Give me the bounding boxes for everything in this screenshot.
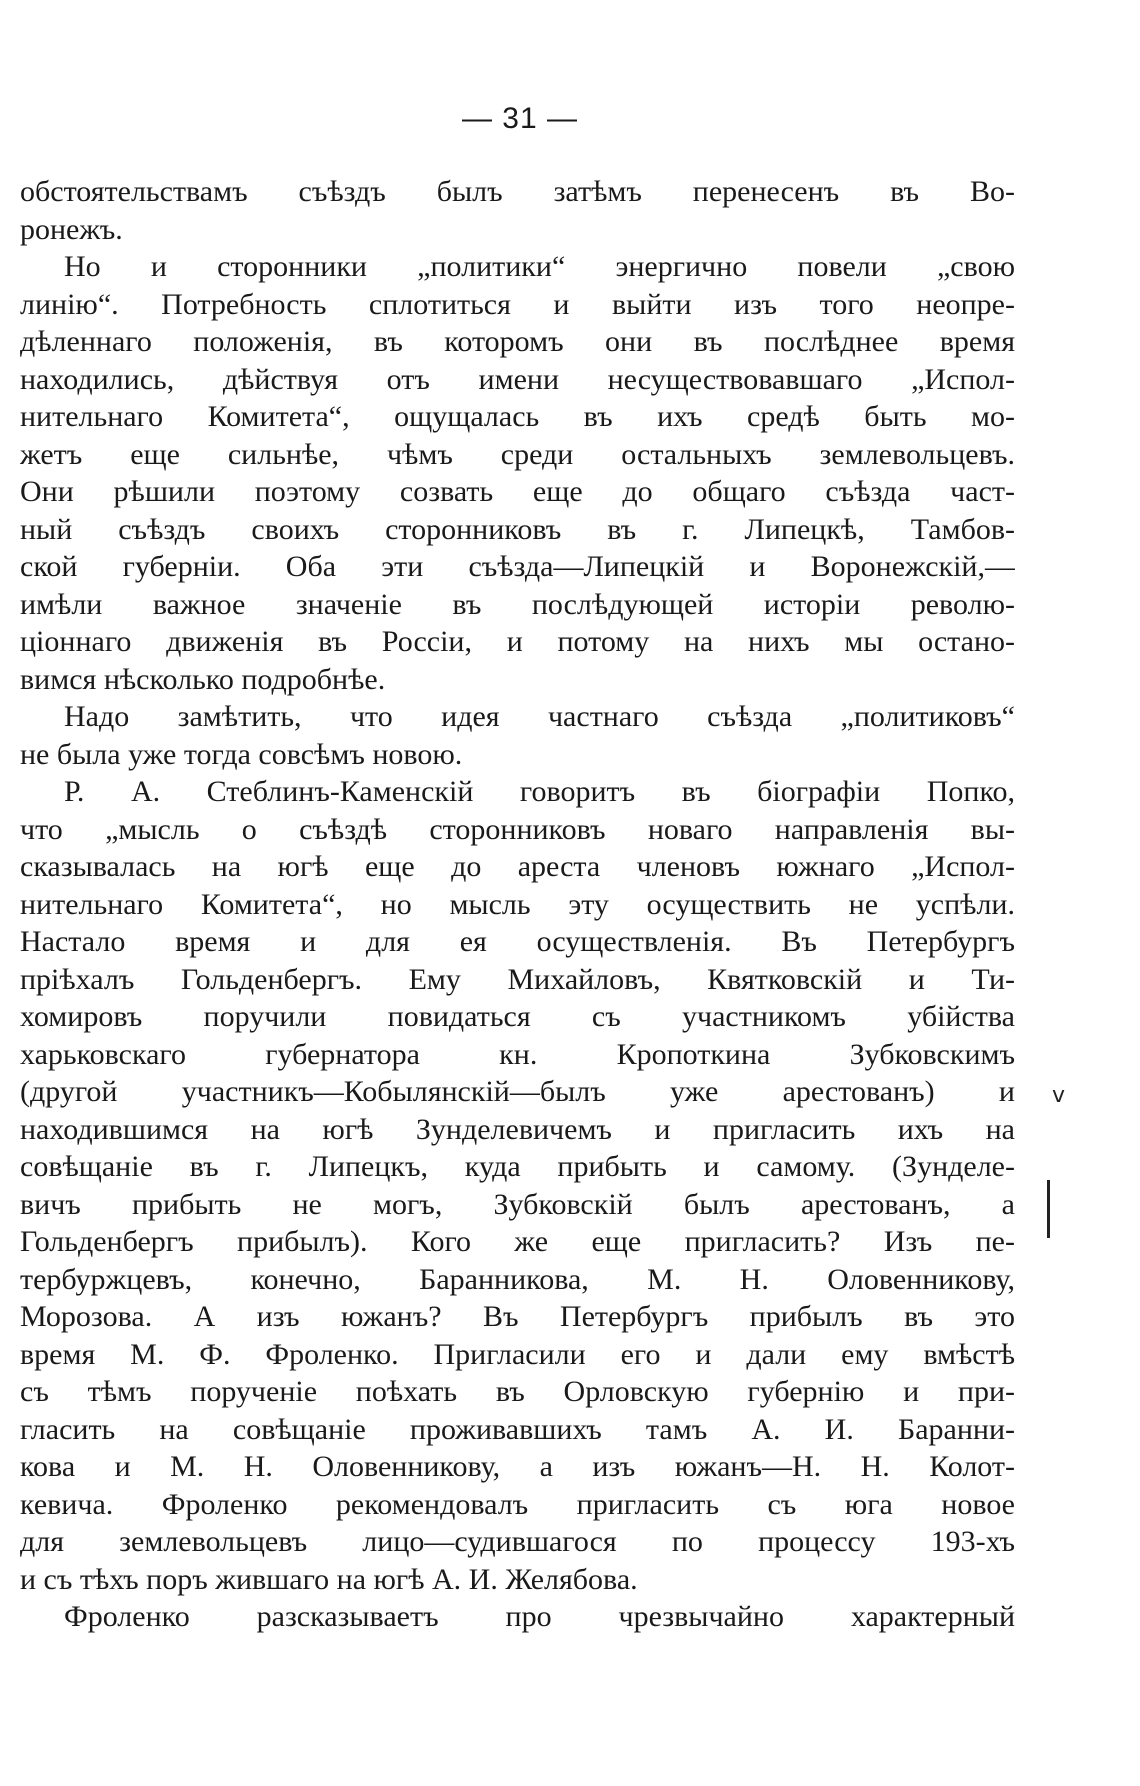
text-line: жетъ еще сильнѣе, чѣмъ среди остальныхъ землевольцевъ. [20, 437, 1015, 471]
text-line: (другой участникъ—Кобылянскій—былъ уже арестованъ) и [20, 1075, 1015, 1108]
text-line: Морозова. А изъ южанъ? Въ Петербургъ прибылъ въ это [20, 1300, 1015, 1333]
text-line: ный съѣздъ своихъ сторонниковъ въ г. Липецкѣ, Тамбов- [20, 512, 1015, 546]
text-line: съ тѣмъ порученіе поѣхать въ Орловскую губернію и при- [20, 1375, 1015, 1408]
text-line: и съ тѣхъ поръ жившаго на югѣ А. И. Желябова. [20, 1562, 638, 1596]
text-line: Надо замѣтить, что идея частнаго съѣзда „политиковъ“ [64, 700, 1015, 733]
text-line: что „мысль о съѣздѣ сторонниковъ новаго направленія вы- [20, 812, 1015, 846]
text-line: Р. А. Стеблинъ-Каменскій говоритъ въ біографіи Попко, [64, 775, 1015, 808]
text-line: нительнаго Комитета“, ощущалась въ ихъ средѣ быть мо- [20, 400, 1015, 433]
margin-check-mark: v [1052, 1083, 1066, 1108]
text-line: Они рѣшили поэтому созвать еще до общаго съѣзда част- [20, 475, 1015, 508]
text-line: кевича. Фроленко рекомендовалъ пригласить съ юга новое [20, 1487, 1015, 1521]
text-line: вичъ прибыть не могъ, Зубковскій былъ арестованъ, а [20, 1187, 1015, 1221]
text-line: нительнаго Комитета“, но мысль эту осуществить не успѣли. [20, 887, 1015, 921]
text-line: хомировъ поручили повидаться съ участникомъ убійства [20, 1000, 1015, 1033]
text-line: время М. Ф. Фроленко. Пригласили его и дали ему вмѣстѣ [20, 1337, 1015, 1371]
text-line: ской губерніи. Оба эти съѣзда—Липецкій и Воронежскій,— [20, 550, 1015, 583]
text-line: гласить на совѣщаніе проживавшихъ тамъ А. И. Баранни- [20, 1412, 1015, 1446]
text-line: Но и сторонники „политики“ энергично повели „свою [64, 250, 1015, 283]
text-line: пріѣхалъ Гольденбергъ. Ему Михайловъ, Квятковскій и Ти- [20, 962, 1015, 996]
text-line: имѣли важное значеніе въ послѣдующей исторіи револю- [20, 587, 1015, 621]
text-line: ціоннаго движенія въ Россіи, и потому на нихъ мы остано- [20, 625, 1015, 658]
text-line: находились, дѣйствуя отъ имени несуществовавшаго „Испол- [20, 362, 1015, 396]
text-line: линію“. Потребность сплотиться и выйти изъ того неопре- [20, 287, 1015, 321]
text-line: для землевольцевъ лицо—судившагося по процессу 193-хъ [20, 1525, 1015, 1558]
text-line: дѣленнаго положенія, въ которомъ они въ послѣднее время [20, 325, 1015, 358]
text-line: тербуржцевъ, конечно, Баранникова, М. Н. Оловенникову, [20, 1262, 1015, 1296]
text-line: Гольденбергъ прибылъ). Кого же еще пригласить? Изъ пе- [20, 1225, 1015, 1258]
body-text [20, 173, 1015, 1636]
text-line: находившимся на югѣ Зунделевичемъ и пригласить ихъ на [20, 1112, 1015, 1146]
text-line: совѣщаніе въ г. Липецкъ, куда прибыть и самому. (Зунделе- [20, 1150, 1015, 1183]
page-number: — 31 — [461, 102, 579, 135]
margin-vertical-bar [1047, 1180, 1050, 1238]
text-line: не была уже тогда совсѣмъ новою. [20, 737, 463, 771]
text-line-underlined-name: харьковскаго губернатора кн. Кропоткина Зубковскимъ [20, 1037, 1015, 1071]
text-line: обстоятельствамъ съѣздъ былъ затѣмъ перенесенъ въ Во- [20, 175, 1015, 208]
text-line: кова и М. Н. Оловенникову, а изъ южанъ—Н. Н. Колот- [20, 1450, 1015, 1483]
text-line: Настало время и для ея осуществленія. Въ Петербургъ [20, 925, 1015, 958]
text-line: Фроленко разсказываетъ про чрезвычайно характерный [64, 1600, 1015, 1633]
text-line: вимся нѣсколько подробнѣе. [20, 662, 386, 696]
text-line: ронежъ. [20, 212, 123, 246]
text-line: сказывалась на югѣ еще до ареста членовъ южнаго „Испол- [20, 850, 1015, 883]
